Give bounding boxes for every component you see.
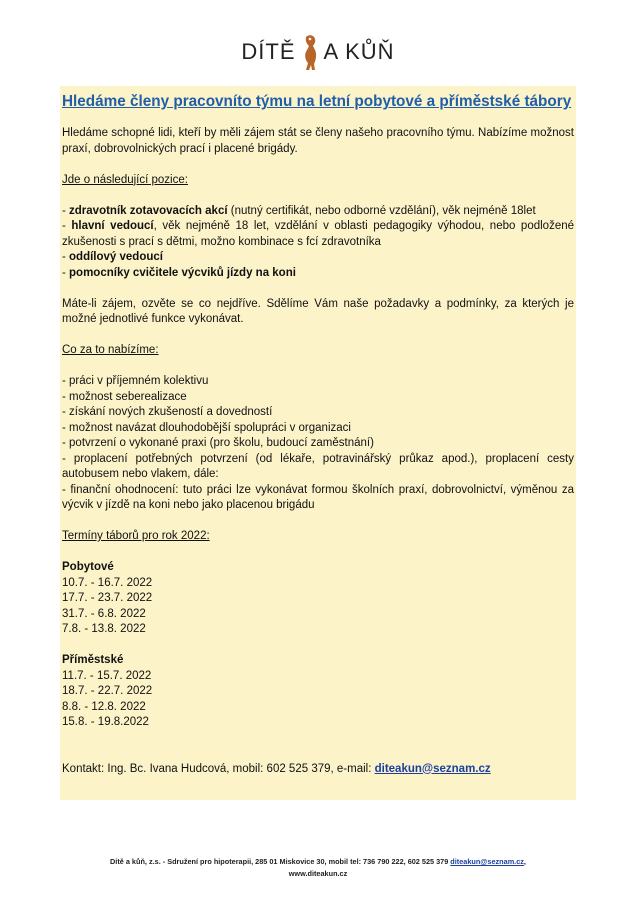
pobytove-title: Pobytové [62,561,114,573]
position-name: pomocníky cvičitele výcviků jízdy na koni [69,266,296,279]
date-item: 10.7. - 16.7. 2022 [62,576,153,589]
position-name: zdravotník zotavovacích akcí [69,204,228,217]
footer-address: Dítě a kůň, z.s. - Sdružení pro hipoterapii, 285 01 Miskovice 30, mobil tel: 736 790 222, 602 525 379 [110,857,451,866]
logo-text-left: DÍTĚ [241,39,296,64]
page-title: Hledáme členy pracovníto týmu na letní pobytové a příměstské tábory [62,93,572,110]
position-name: oddílový vedoucí [69,251,163,263]
content-box [60,86,576,800]
primestske-title: Příměstské [62,654,124,666]
position-item: - zdravotník zotavovacích akcí (nutný certifikát, nebo odborné vzdělání), věk nejméně 18let [62,204,536,217]
offer-item: - práci v příjemném kolektivu [62,375,209,387]
contact-email-link[interactable]: diteakun@seznam.cz [374,762,491,775]
offer-item: - finanční ohodnocení: tuto práci lze vykonávat formou školních praxí, dobrovolnictví, výměnou za výcvik v jízdě na koni nebo jako placenou brigádu [62,483,574,511]
offer-item: - proplacení potřebných potvrzení (od lékaře, potravinářský průkaz apod.), proplacení cesty autobusem nebo vlakem, dále: [62,452,574,480]
position-name: hlavní vedoucí [71,220,154,232]
offer-title: Co za to nabízíme: [62,344,159,356]
horse-icon [300,33,320,71]
contact-line [62,762,574,778]
footer-email-link[interactable]: diteakun@seznam.cz [450,857,524,866]
date-item: 7.8. - 13.8. 2022 [62,623,146,635]
offer-item: - možnost seberealizace [62,390,187,403]
position-detail: (nutný certifikát, nebo odborné vzdělání), věk nejméně 18let [227,204,536,217]
contact-text: Kontakt: Ing. Bc. Ivana Hudcová, mobil: 602 525 379, e-mail: [62,762,375,775]
terms-title: Termíny táborů pro rok 2022: [62,530,210,542]
positions-title: Jde o následující pozice: [62,173,188,186]
interest-paragraph: Máte-li zájem, ozvěte se co nejdříve. Sdělíme Vám naše požadavky a podmínky, za kterých je možné jednotlivé funkce vykonávat. [62,297,574,325]
logo-text-right: A KŮŇ [323,39,395,64]
intro-paragraph: Hledáme schopné lidi, kteří by měli zájem stát se členy našeho pracovního týmu. Nabízíme možnost praxí, dobrovolnických prací i placené brigády. [62,127,574,155]
footer-comma: , [523,857,526,866]
position-item: - hlavní vedoucí, věk nejméně 18 let, vzdělání v oblasti pedagogiky výhodou, nebo podložené zkušenosti s prací s dětmi, možno kombinace s fcí zdravotníka [62,220,575,248]
offer-item: - možnost navázat dlouhodobější spolupráci v organizaci [62,421,351,434]
date-item: 18.7. - 22.7. 2022 [62,685,153,697]
offer-item: - získání nových zkušeností a dovedností [62,406,273,418]
position-item: - oddílový vedoucí [62,251,163,263]
date-item: 17.7. - 23.7. 2022 [62,592,153,604]
date-item: 31.7. - 6.8. 2022 [62,607,146,620]
date-item: 15.8. - 19.8.2022 [62,716,149,728]
date-item: 11.7. - 15.7. 2022 [62,669,152,682]
position-item: - pomocníky cvičitele výcviků jízdy na koni [62,266,296,279]
offer-item: - potvrzení o vykonané praxi (pro školu, budoucí zaměstnání) [62,437,374,449]
footer-line-1 [0,856,636,867]
footer-website[interactable]: www.diteakun.cz [288,869,348,878]
position-detail: , věk nejméně 18 let, vzdělání v oblasti pedagogiky výhodou, nebo podložené zkušenosti s prací s dětmi, možno kombinace s fcí zdravotníka [62,220,575,248]
logo [0,30,636,74]
date-item: 8.8. - 12.8. 2022 [62,700,146,713]
